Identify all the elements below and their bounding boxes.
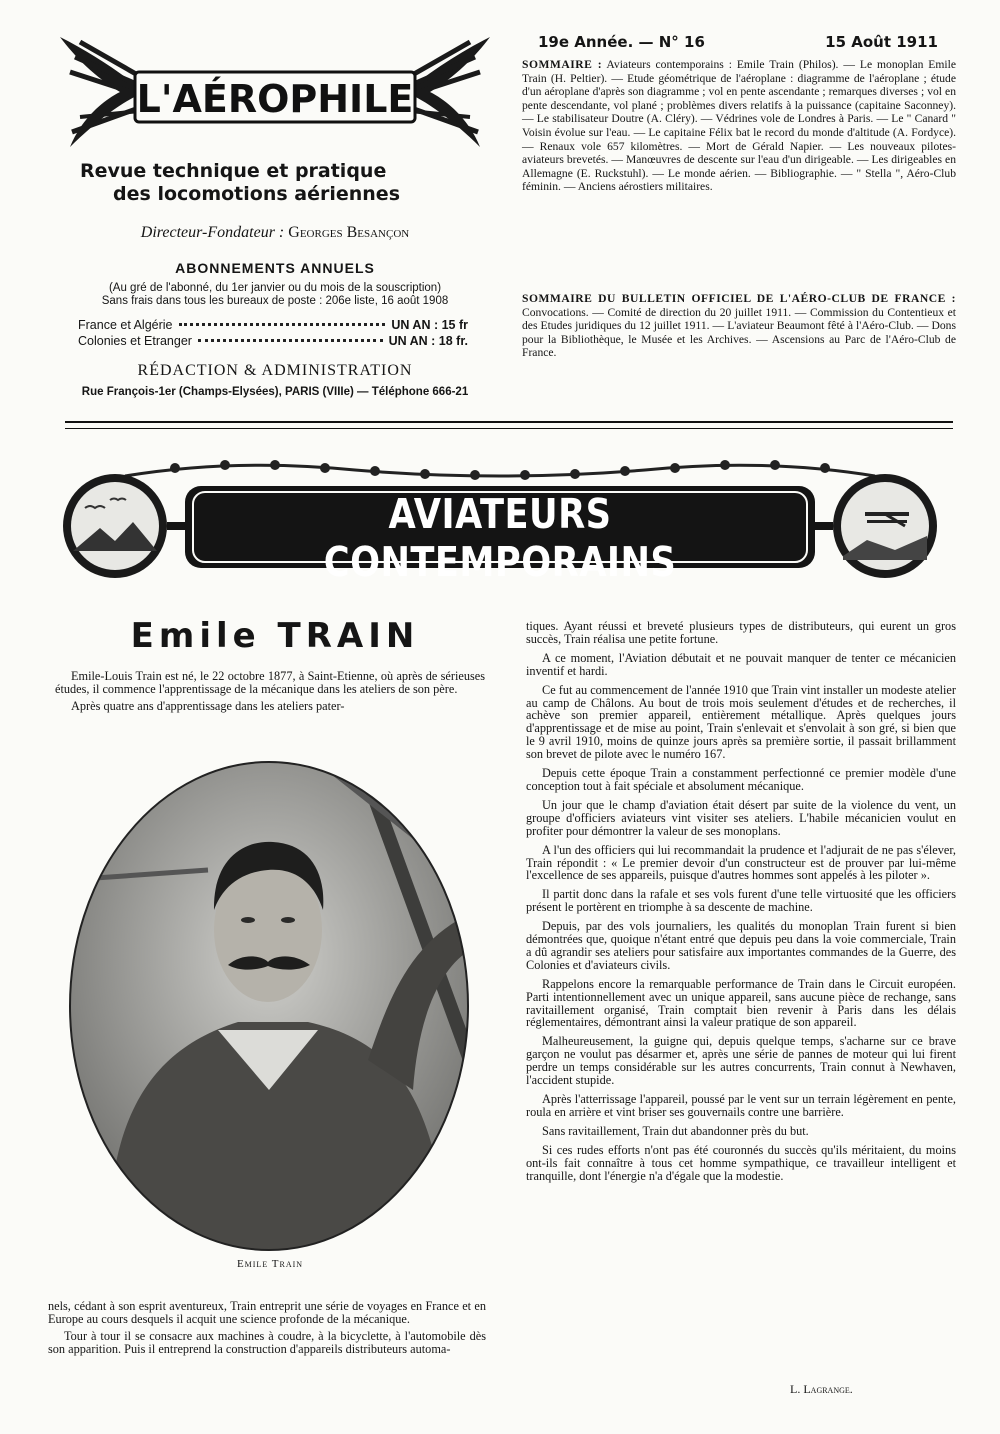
photo-caption: Emile Train [236, 1258, 304, 1270]
director-name: Georges Besançon [288, 224, 410, 241]
paragraph: A l'un des officiers qui lui recommandait la prudence et l'adjurait de ne pas s'élever, Train répondit : « Le premier devoir d'un constructeur est de prouver par lui-même l'excellence de ses appareils, puisque d'autres hommes sont appelés à les piloter ». [526, 842, 956, 883]
paragraph: Ce fut au commencement de l'année 1910 que Train vint installer un modeste atelier au camp de Châlons. Au bout de trois mois seulement d'études et de recherches, il achève son premier appareil, entièrement métallique. Après quelques jours d'apprentissage et de mise au point, Train s'enlevait et s'envolait à son gré, si bien que le 9 avril 1910, moins de quinze jours après sa première sortie, il passait brillamment son brevet de pilote avec le numéro 167. [526, 682, 956, 762]
subscriptions-note [60, 282, 490, 308]
price-row-colonies [78, 334, 468, 348]
toc-text: Aviateurs contemporains : Emile Train (Philos). — Le monoplan Emile Train (H. Peltier). — Etude géométrique de l'aéroplane : diagramme de l'aéroplane ; étude d'un aéroplane d'après son diagramme ; vol en pente ascendante ; remarques diverses ; vol en pente descendante, vol plané ; problèmes divers relatifs à la puissance (capitaine Saconney). — Le stabilisateur Doutre (A. Cléry). — Védrines vole de Londres à Paris. — Le " Canard " Voisin évolue sur l'eau. — Le capitaine Félix bat le record du monde d'altitude (A. Fordyce). — Renaux vole 657 kilomètres. — Mort de Gérald Napier. — Les nouveaux pilotes-aviateurs brevetés. — Manœuvres de descente sur l'eau d'un dirigeable. — Les dirigeables en Allemagne (E. Ruckstuhl). — Le monde aérien. — Bibliographie. — " Stella ", Aéro-Club féminin. — Anciens aérostiers militaires. [522, 58, 956, 194]
article-continued [48, 1300, 486, 1360]
price-amount: UN AN : 15 fr [391, 318, 468, 332]
right-medallion [833, 474, 937, 578]
logo-text: L'AÉROPHILE [136, 77, 414, 121]
tagline [60, 160, 430, 206]
subscriptions-note-2: Sans frais dans tous les bureaux de poste : 206e liste, 16 août 1908 [101, 295, 449, 307]
bulletin-text: Convocations. — Comité de direction du 20 juillet 1911. — Commission du Contentieux et des Etudes juridiques du 12 juillet 1911. — L'aviateur Beaumont fêté à l'Aéro-Club. — Dons pour la Bibliothèque, le Musée et les Archives. — Ascensions au Parc de l'Aéro-Club de France. [522, 305, 956, 360]
left-medallion [63, 474, 167, 578]
paragraph: Rappelons encore la remarquable performance de Train dans le Circuit européen. Parti intentionnellement avec un unique appareil, sans aucune pièce de rechange, sans ravitaillement organisé, Train comptait bien revenir à Paris dans les délais réglementaires, démontrant ainsi la valeur pratique de son appareil. [526, 976, 956, 1030]
subscriptions-note-1: (Au gré de l'abonné, du 1er janvier ou du mois de la souscription) [108, 282, 442, 294]
paragraph: Malheureusement, la guigne qui, depuis quelque temps, s'acharne sur ce brave garçon ne voulut pas désarmer et, après une série de pannes de moteur qui lui firent perdre un temps considérable sur les autres concurrents, Train connut à Newhaven, l'accident stupide. [526, 1034, 956, 1088]
article-right-column [526, 620, 956, 1188]
leader-dots [198, 339, 383, 342]
paragraph: tiques. Ayant réussi et breveté plusieurs types de distributeurs, qui eurent un gros succès, Train réalisa une petite fortune. [526, 619, 956, 646]
paragraph: Après l'atterrissage l'appareil, poussé par le vent sur un terrain légèrement en pente, roula en arrière et vint briser ses gouvernails contre une barrière. [526, 1092, 956, 1119]
paragraph: Tour à tour il se consacre aux machines à coudre, à la bicyclette, à l'automobile dès son apparition. Puis il entreprend la construction d'appareils distributeurs automa- [48, 1328, 486, 1356]
tagline-line-1: Revue technique et pratique [80, 160, 387, 182]
price-amount: UN AN : 18 fr. [388, 334, 468, 348]
paragraph: Si ces rudes efforts n'ont pas été couronnés du succès qu'ils méritaient, du moins ont-ils fait connaître à tous cet homme sympathique, ce travailleur intelligent et tranquille, dont l'énergie n'a d'égale que la modestie. [526, 1142, 956, 1183]
portrait-photo [68, 760, 470, 1252]
issue-date: 15 Août 1911 [825, 33, 938, 51]
price-row-france [78, 318, 468, 332]
tagline-line-2: des locomotions aériennes [113, 183, 400, 205]
redaction-heading: RÉDACTION & ADMINISTRATION [137, 362, 413, 379]
paragraph: Sans ravitaillement, Train dut abandonner près du but. [542, 1123, 809, 1138]
banner-title: AVIATEURS CONTEMPORAINS [323, 490, 677, 586]
paragraph: Un jour que le champ d'aviation était désert par suite de la violence du vent, un groupe d'officiers aviateurs vint visiter ses ateliers. L'habile mécanicien voulut en profiter pour démontrer la valeur de ses monoplans. [526, 797, 956, 838]
price-region: France et Algérie [78, 318, 173, 332]
issue-line [538, 33, 938, 51]
issue-number: 19e Année. — N° 16 [538, 33, 705, 51]
toc-label: SOMMAIRE : [522, 58, 603, 71]
price-region: Colonies et Etranger [78, 334, 192, 348]
header-rule [65, 421, 953, 429]
paragraph: nels, cédant à son esprit aventureux, Train entreprit une série de voyages en France et en Europe au cours desquels il acquit une science profonde de la mécanique. [48, 1299, 486, 1326]
table-of-contents [522, 58, 956, 194]
article-intro [55, 670, 485, 717]
bulletin-label: SOMMAIRE DU BULLETIN OFFICIEL DE L'AÉRO-CLUB DE FRANCE : [522, 292, 956, 305]
address-line: Rue François-1er (Champs-Elysées), PARIS (VIIIe) — Téléphone 666-21 [81, 386, 469, 398]
masthead-logo [50, 32, 500, 152]
paragraph: Il partit donc dans la rafale et ses vols furent d'une telle virtuosité que les officiers présent le portèrent en triomphe à sa descente de machine. [526, 887, 956, 915]
subscriptions-title: ABONNEMENTS ANNUELS [175, 260, 375, 276]
paragraph: Emile-Louis Train est né, le 22 octobre 1877, à Saint-Etienne, où après de sérieuses études, il commence l'apprentissage de la mécanique dans les ateliers de son père. [55, 669, 485, 696]
paragraph: Depuis, par des vols journaliers, les qualités du monoplan Train furent si bien démontrées que, quoique n'étant entré que depuis peu dans la voie commerciale, Train a dû agrandir ses ateliers pour satisfaire aux importantes commandes de la Guerre, des Colonies et d'aviateurs civils. [526, 919, 956, 972]
director-line [60, 224, 490, 242]
author-signature: L. Lagrange. [790, 1382, 853, 1396]
bulletin-contents [522, 292, 956, 360]
paragraph: Depuis cette époque Train a constamment perfectionné ce premier modèle d'une conception tout à fait spéciale et absolument mécanique. [526, 766, 956, 793]
leader-dots [179, 323, 386, 326]
director-label: Directeur-Fondateur : [140, 224, 285, 241]
article-title: Emile TRAIN [130, 616, 420, 656]
paragraph: Après quatre ans d'apprentissage dans les ateliers pater- [71, 698, 345, 713]
paragraph: A ce moment, l'Aviation débutait et ne pouvait manquer de tenter ce mécanicien inventif et hardi. [526, 650, 956, 678]
